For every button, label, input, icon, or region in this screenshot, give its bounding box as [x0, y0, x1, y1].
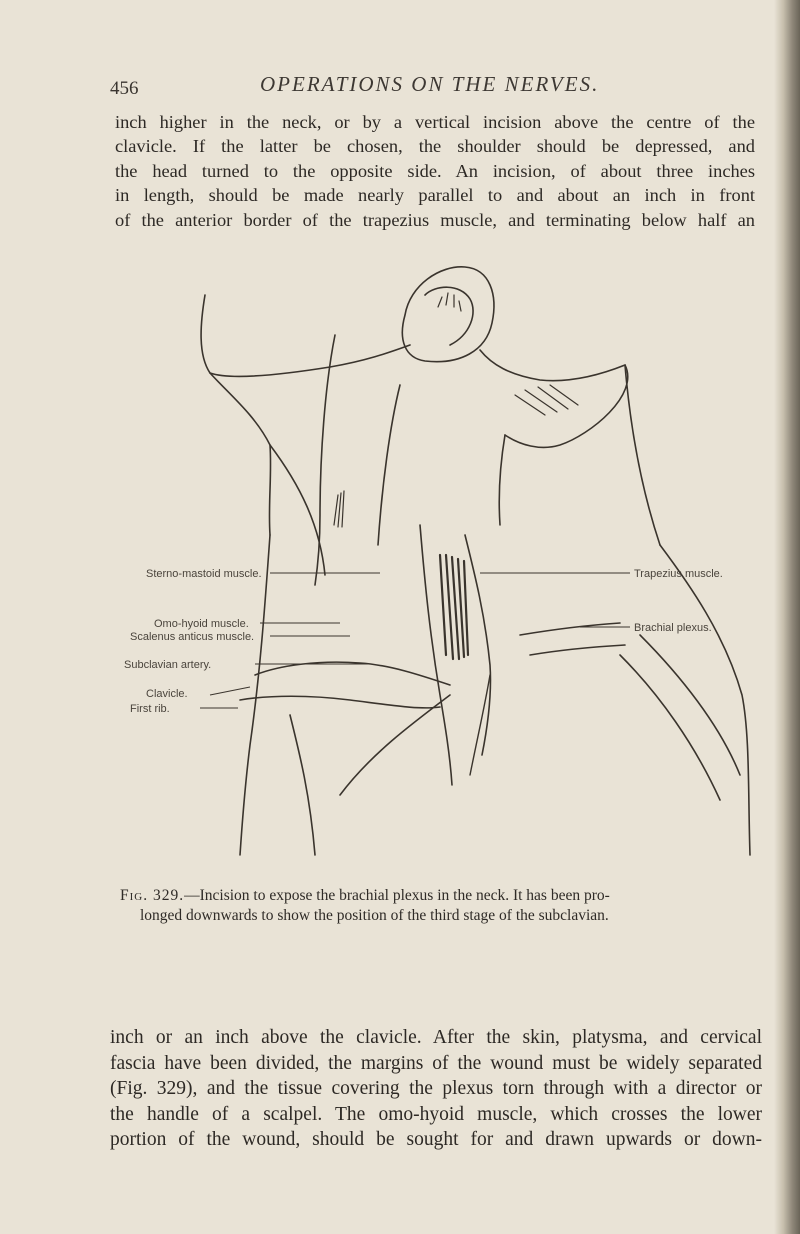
text-line: inch or an inch above the clavicle. After the skin, platysma, and cervical [110, 1027, 762, 1048]
text-line: of the anterior border of the trapezius muscle, and terminating below half an [115, 209, 755, 230]
figure-outline [201, 267, 750, 855]
sterno-mastoid-right-border [315, 335, 335, 585]
figure-labels [124, 568, 723, 715]
back-contour [625, 365, 660, 545]
caption-line-1-text: —Incision to expose the brachial plexus in the neck. It has been pro- [184, 887, 610, 904]
incision-right-edge [465, 535, 491, 755]
text-line: inch higher in the neck, or by a vertical incision above the centre of the [115, 112, 755, 132]
label-clavicle: Clavicle. [146, 688, 188, 700]
leader-lines [200, 573, 630, 708]
anatomical-figure [120, 255, 770, 875]
plexus-fibers [440, 555, 468, 659]
chest-inner-contour [290, 715, 315, 855]
running-title: OPERATIONS ON THE NERVES. [260, 72, 600, 96]
neck-front-left [210, 373, 271, 535]
figure-caption [120, 886, 760, 926]
label-first-rib: First rib. [130, 703, 170, 715]
leader-clavicle [210, 687, 250, 695]
brachial-lower [520, 623, 620, 635]
sterno-mastoid-left-border [270, 445, 325, 575]
jaw-line [201, 295, 410, 376]
text-line: clavicle. If the latter be chosen, the shoulder should be depressed, and [115, 136, 755, 157]
shoulder-contour [660, 545, 750, 855]
brachial-lower-2 [530, 645, 625, 655]
strap-fibers [334, 491, 344, 527]
figure-illustration [120, 255, 770, 875]
text-line: the handle of a scalpel. The omo-hyoid muscle, which crosses the lower [110, 1103, 762, 1125]
caption-line-1 [120, 886, 760, 906]
label-subclavian: Subclavian artery. [124, 659, 212, 671]
text-line: in length, should be made nearly parallel to and about an inch in front [115, 185, 755, 206]
page-number: 456 [110, 78, 139, 99]
deltoid-line [640, 635, 740, 775]
deltoid-line-2 [620, 655, 720, 800]
chest-left-contour [240, 535, 270, 855]
text-line: (Fig. 329), and the tissue covering the plexus torn through with a director or [110, 1078, 762, 1099]
label-omo-hyoid: Omo-hyoid muscle. [154, 618, 249, 630]
figure-number: Fig. 329. [120, 887, 185, 904]
first-rib-line [240, 696, 440, 708]
text-line: the head turned to the opposite side. An incision, of about three inches [115, 160, 755, 181]
page-header [110, 72, 750, 102]
neck-center-line [378, 385, 400, 545]
pectoral-line [340, 695, 450, 795]
ear-inner [425, 287, 473, 345]
label-trapezius: Trapezius muscle. [634, 568, 723, 580]
text-line: portion of the wound, should be sought for and drawn upwards or down- [110, 1129, 762, 1150]
caption-line-2: longed downwards to show the position of the third stage of the subclavian. [140, 907, 609, 924]
ear-outline [402, 267, 494, 362]
text-line: fascia have been divided, the margins of the wound must be widely separated [110, 1052, 762, 1074]
label-scalenus: Scalenus anticus muscle. [130, 631, 255, 643]
ear-hatching [438, 293, 461, 311]
label-sterno-mastoid: Sterno-mastoid muscle. [146, 568, 262, 580]
trapezius-hatching [515, 385, 578, 415]
paragraph-bottom [110, 1025, 762, 1153]
label-brachial-plexus: Brachial plexus. [634, 622, 712, 634]
trapezius-edge [499, 435, 505, 525]
paragraph-top [115, 110, 755, 232]
page-edge-shadow [774, 0, 800, 1234]
clavicle-line [255, 662, 450, 685]
